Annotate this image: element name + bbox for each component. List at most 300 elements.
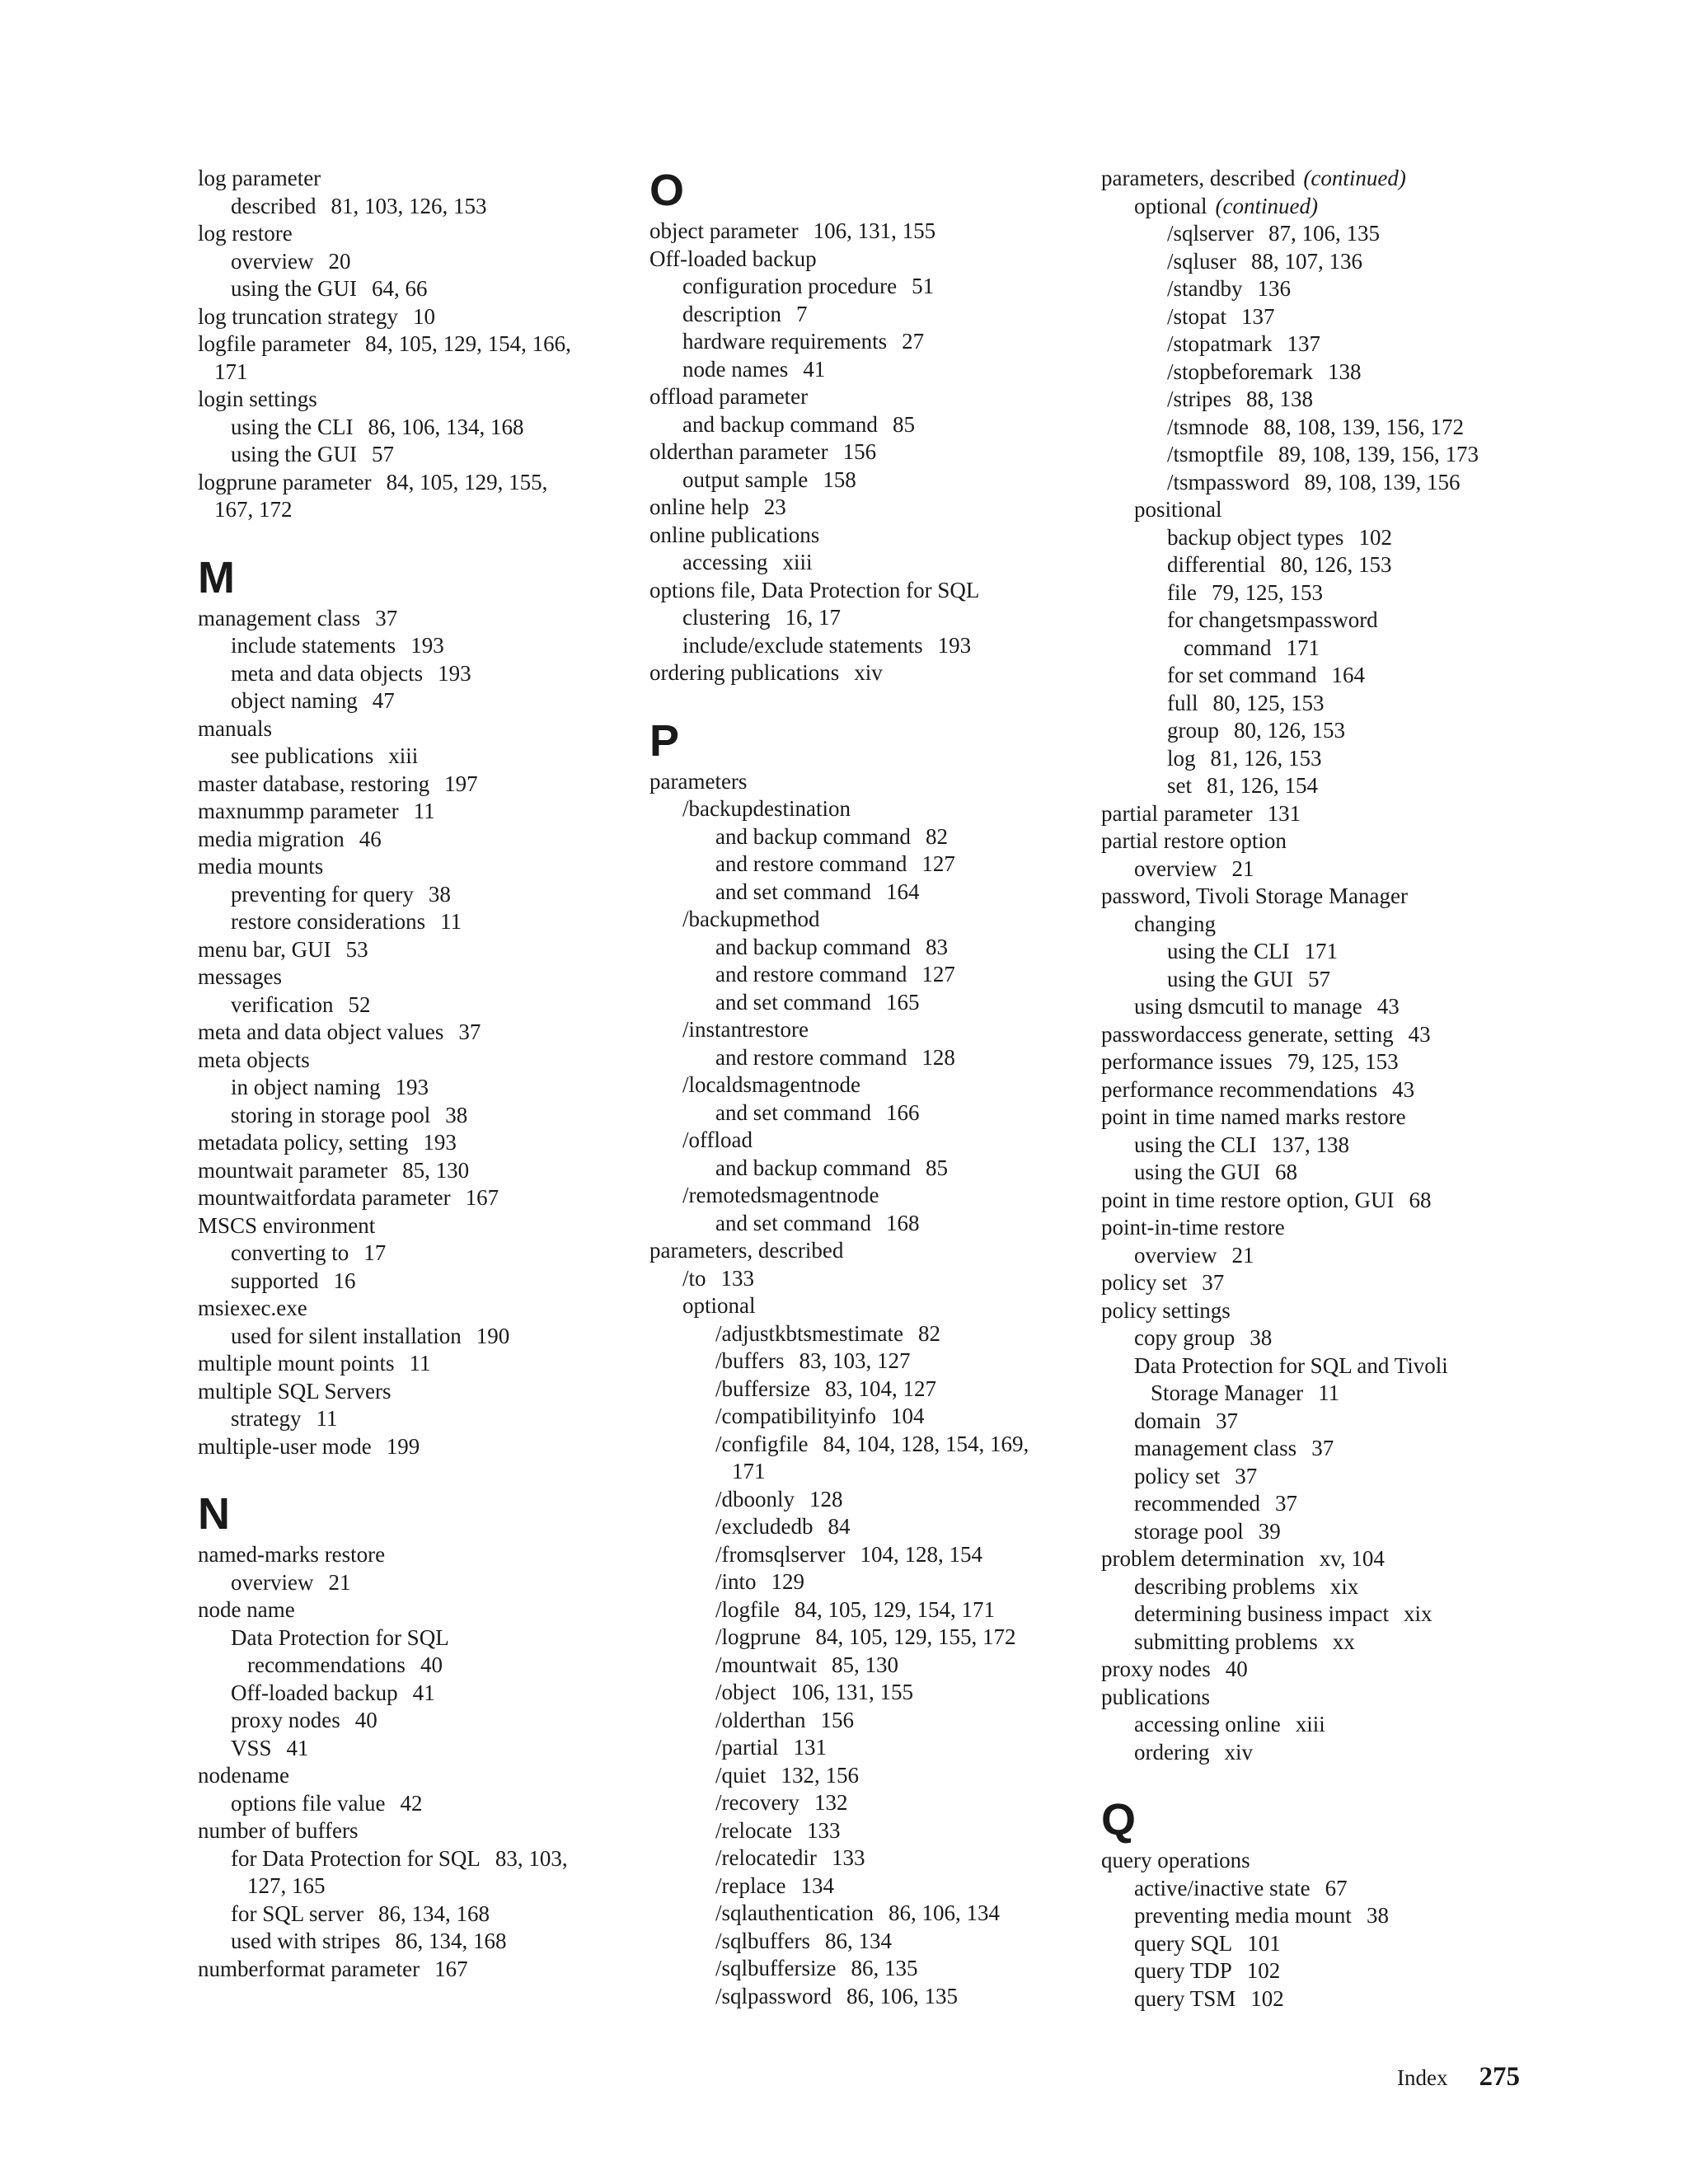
section-letter-n: N: [198, 1489, 230, 1539]
page-references: 84, 105, 129, 155,: [386, 469, 548, 494]
index-term: online help: [649, 494, 749, 519]
index-term: proxy nodes: [231, 1708, 340, 1732]
index-entry: [198, 798, 626, 826]
page-references: 11: [1318, 1380, 1340, 1405]
index-entry: [198, 1541, 626, 1569]
page-footer: [1397, 2060, 1520, 2094]
index-subentry: [1101, 1518, 1530, 1546]
page-references: 102: [1246, 1958, 1281, 1983]
index-subentry: [1101, 938, 1530, 966]
index-term: configuration procedure: [682, 274, 898, 298]
index-term: nodename: [198, 1763, 289, 1788]
page-references: 37: [1202, 1270, 1225, 1295]
page-references: xv, 104: [1319, 1546, 1385, 1571]
index-subentry: [198, 1102, 626, 1130]
index-term: policy set: [1101, 1270, 1188, 1295]
index-term: used for silent installation: [231, 1323, 462, 1348]
index-column-2: [649, 165, 1078, 2010]
index-term: metadata policy, setting: [198, 1130, 409, 1155]
index-subentry: [1101, 855, 1530, 883]
index-entry: [198, 853, 626, 881]
index-subentry: [649, 961, 1078, 989]
page-references: 53: [345, 936, 368, 962]
index-entry: [1101, 1269, 1530, 1297]
index-subentry: [1101, 1242, 1530, 1270]
index-term: /relocate: [715, 1817, 792, 1843]
page-references: 86, 134, 168: [377, 1900, 490, 1926]
index-subentry: [198, 1845, 626, 1873]
page-references: 131: [793, 1735, 827, 1760]
index-term: positional: [1134, 497, 1222, 522]
index-term: for changetsmpassword: [1167, 607, 1378, 632]
page-references: 84, 104, 128, 154, 169,: [823, 1431, 1029, 1456]
index-subentry: [649, 1347, 1078, 1376]
page-references: 128: [921, 1044, 955, 1070]
page-references: 106, 131, 155: [790, 1680, 913, 1704]
index-term: /buffers: [715, 1348, 785, 1373]
page-references: 27: [902, 329, 925, 354]
index-entry: [1101, 1297, 1530, 1325]
index-entry: [1101, 1187, 1530, 1215]
index-term: 171: [214, 359, 248, 384]
index-subentry: [198, 1680, 626, 1708]
index-subentry: [649, 1265, 1078, 1293]
index-term: login settings: [198, 387, 317, 411]
index-term: for SQL server: [231, 1900, 363, 1926]
index-term: /sqlserver: [1167, 221, 1254, 246]
index-entry: [1101, 800, 1530, 828]
index-term: copy group: [1134, 1325, 1236, 1350]
page-references: 23: [763, 494, 786, 519]
page-references: 129: [771, 1569, 805, 1594]
index-term: /partial: [715, 1735, 779, 1760]
index-entry: [198, 1350, 626, 1378]
page-references: 87, 106, 135: [1268, 221, 1380, 246]
index-entry: [198, 165, 626, 193]
index-term: maxnummp parameter: [198, 799, 399, 823]
index-subentry: [198, 1405, 626, 1433]
index-subentry: [1101, 911, 1530, 939]
page-references: 84, 105, 129, 154, 171: [794, 1596, 995, 1622]
page-references: 166: [885, 1099, 920, 1125]
index-term: domain: [1134, 1408, 1201, 1433]
page-references: xx: [1332, 1629, 1355, 1654]
index-subentry: [649, 1541, 1078, 1569]
index-term: using the GUI: [1134, 1160, 1260, 1184]
index-term: /sqlbuffers: [715, 1928, 810, 1953]
index-subentry: [1101, 1739, 1530, 1767]
index-term: include/exclude statements: [682, 632, 923, 658]
page-references: 41: [803, 356, 826, 382]
index-term: storing in storage pool: [231, 1102, 431, 1127]
index-subentry: [649, 1817, 1078, 1845]
index-term: /stopatmark: [1167, 331, 1273, 356]
page-references: 81, 103, 126, 153: [331, 193, 487, 218]
index-entry: [649, 1237, 1078, 1265]
index-subentry: [1101, 414, 1530, 442]
index-subentry: [649, 411, 1078, 439]
index-term: log restore: [198, 221, 293, 246]
index-subentry: [649, 1596, 1078, 1624]
index-subentry: [649, 328, 1078, 356]
section-letter-o: O: [649, 166, 685, 215]
index-term: Off-loaded backup: [649, 246, 817, 271]
page-references: 102: [1358, 524, 1392, 550]
index-entry: [198, 771, 626, 799]
index-subentry: [1101, 1352, 1530, 1380]
index-subentry: [198, 1735, 626, 1763]
index-term: /object: [715, 1680, 776, 1704]
index-term: Storage Manager: [1151, 1380, 1304, 1405]
index-term: management class: [1134, 1436, 1297, 1460]
page-references: 85, 130: [402, 1157, 470, 1183]
index-subentry: [649, 1458, 1078, 1486]
page-references: 83: [925, 934, 948, 959]
index-entry: [198, 1596, 626, 1624]
index-term: passwordaccess generate, setting: [1101, 1021, 1394, 1047]
index-term: and set command: [715, 879, 871, 904]
page-references: 104: [890, 1404, 925, 1428]
page-references: 83, 103, 127: [799, 1348, 911, 1373]
index-subentry: [649, 1099, 1078, 1127]
index-subentry: [1101, 1629, 1530, 1657]
page-references: xiii: [1295, 1712, 1325, 1736]
page-references: 38: [445, 1102, 468, 1127]
page-references: 81, 126, 154: [1207, 773, 1318, 798]
index-term: olderthan parameter: [649, 439, 828, 464]
index-term: overview: [231, 1569, 314, 1595]
index-subentry: [649, 1071, 1078, 1099]
page-references: xiii: [388, 743, 419, 768]
index-term: options file value: [231, 1790, 386, 1816]
index-subentry: [198, 1074, 626, 1102]
page-references: xiii: [782, 550, 813, 574]
index-subentry: [198, 1790, 626, 1818]
page-references: 57: [1307, 966, 1330, 991]
page-references: xiv: [1224, 1739, 1253, 1765]
index-subentry: [649, 1155, 1078, 1183]
index-entry: [649, 494, 1078, 522]
index-term: for Data Protection for SQL: [231, 1845, 481, 1871]
index-subentry: [649, 989, 1078, 1017]
index-subentry: [198, 193, 626, 221]
page-references: 51: [912, 274, 935, 298]
index-term: using the GUI: [1167, 966, 1293, 991]
index-term: point in time restore option, GUI: [1101, 1187, 1395, 1212]
index-subentry: [1101, 717, 1530, 745]
page-references: 82: [925, 823, 948, 849]
index-subentry: [649, 604, 1078, 632]
index-term: /configfile: [715, 1431, 809, 1456]
index-subentry: [198, 441, 626, 469]
index-subentry: [1101, 1380, 1530, 1408]
index-term: messages: [198, 964, 282, 989]
index-entry: [198, 1762, 626, 1790]
index-subentry: [649, 1403, 1078, 1431]
index-term: and restore command: [715, 1044, 907, 1070]
page-references: 88, 107, 136: [1251, 248, 1362, 274]
index-subentry: [198, 1928, 626, 1956]
index-subentry: [1101, 330, 1530, 359]
index-subentry: [198, 1900, 626, 1929]
page-references: 85, 130: [832, 1652, 898, 1677]
index-entry: [198, 303, 626, 331]
index-subentry: [198, 1569, 626, 1597]
index-term: /buffersize: [715, 1376, 810, 1401]
index-subentry: [649, 1624, 1078, 1652]
index-entry: [1101, 1076, 1530, 1104]
index-term: password, Tivoli Storage Manager: [1101, 883, 1408, 908]
index-term: for set command: [1167, 663, 1317, 687]
section-letter-m: M: [198, 552, 235, 602]
index-term: parameters, described: [1101, 166, 1296, 190]
index-term: used with stripes: [231, 1929, 381, 1953]
index-term: file: [1167, 579, 1197, 605]
index-term: /offload: [682, 1127, 753, 1152]
index-subentry: [198, 908, 626, 936]
index-entry: [198, 1212, 626, 1240]
page-references: 193: [410, 633, 444, 658]
index-subentry: [1101, 662, 1530, 690]
index-term: problem determination: [1101, 1546, 1305, 1571]
index-term: partial restore option: [1101, 828, 1287, 853]
index-subentry: [198, 743, 626, 771]
section-letter-q: Q: [1101, 1795, 1137, 1844]
index-term: see publications: [231, 743, 374, 768]
index-entry: [1101, 1545, 1530, 1573]
page-references: 89, 108, 139, 156: [1304, 469, 1461, 494]
index-subentry: [649, 1707, 1078, 1735]
index-subentry: [1101, 745, 1530, 773]
index-subentry: [1101, 220, 1530, 248]
index-subentry: [649, 356, 1078, 384]
index-term: performance recommendations: [1101, 1076, 1378, 1102]
index-entry: [198, 1295, 626, 1323]
index-subentry: [649, 549, 1078, 577]
index-subentry: [198, 687, 626, 715]
page-references: 193: [937, 632, 972, 658]
page-references: 164: [885, 879, 920, 904]
index-subentry: [649, 1652, 1078, 1680]
index-term: object naming: [231, 688, 358, 713]
index-term: and set command: [715, 1210, 871, 1235]
index-term: full: [1167, 690, 1198, 715]
continued-note: (continued): [1303, 166, 1406, 190]
index-entry: [198, 1019, 626, 1047]
index-subentry: [1101, 551, 1530, 579]
page-references: 46: [359, 826, 382, 851]
page-references: 101: [1247, 1930, 1281, 1956]
index-term: /fromsqlserver: [715, 1541, 846, 1567]
index-subentry: [1101, 1159, 1530, 1187]
page-references: 43: [1376, 994, 1400, 1019]
page-references: 84: [828, 1514, 851, 1539]
index-term: and backup command: [682, 411, 878, 437]
index-subentry: [1101, 524, 1530, 552]
index-entry: [198, 1817, 626, 1845]
index-subentry: [1101, 1463, 1530, 1491]
index-entry: [1101, 827, 1530, 855]
index-term: mountwaitfordata parameter: [198, 1185, 451, 1210]
index-subentry: [198, 881, 626, 909]
page-references: 80, 125, 153: [1212, 690, 1325, 715]
page-references: xix: [1329, 1573, 1359, 1599]
index-subentry: [649, 1431, 1078, 1459]
index-subentry: [649, 851, 1078, 879]
index-subentry: [649, 1044, 1078, 1072]
page-references: 40: [1225, 1657, 1248, 1681]
index-subentry: [198, 359, 626, 387]
index-term: proxy nodes: [1101, 1657, 1211, 1681]
index-entry: [649, 522, 1078, 550]
index-term: /olderthan: [715, 1707, 806, 1732]
page-references: 82: [917, 1320, 940, 1346]
page-references: 84, 105, 129, 155, 172: [815, 1624, 1016, 1649]
index-subentry: [1101, 193, 1530, 221]
index-subentry: [198, 991, 626, 1019]
index-term: meta and data object values: [198, 1019, 444, 1044]
index-term: log truncation strategy: [198, 303, 398, 329]
index-term: multiple mount points: [198, 1351, 395, 1376]
index-term: recommendations: [247, 1652, 406, 1677]
index-term: node names: [682, 356, 789, 382]
page-references: 86, 106, 135: [846, 1983, 958, 2008]
index-term: /instantrestore: [682, 1017, 809, 1042]
index-term: 167, 172: [214, 497, 293, 522]
index-subentry: [649, 1789, 1078, 1817]
index-subentry: [649, 1679, 1078, 1707]
index-term: /compatibilityinfo: [715, 1404, 876, 1428]
index-term: /replace: [715, 1872, 786, 1898]
index-subentry: [198, 414, 626, 442]
index-entry: [198, 1184, 626, 1212]
index-term: publications: [1101, 1684, 1210, 1709]
index-term: using the GUI: [231, 442, 357, 466]
index-term: differential: [1167, 552, 1266, 577]
index-subentry: [1101, 993, 1530, 1021]
index-term: verification: [231, 991, 334, 1017]
index-term: options file, Data Protection for SQL: [649, 577, 980, 602]
index-entry: [198, 469, 626, 497]
index-subentry: [1101, 1408, 1530, 1436]
index-term: ordering publications: [649, 660, 840, 685]
index-term: /backupmethod: [682, 907, 820, 931]
index-term: preventing for query: [231, 881, 414, 907]
page-references: 21: [1231, 1242, 1254, 1268]
index-entry: [1101, 1684, 1530, 1712]
index-term: backup object types: [1167, 524, 1344, 550]
index-entry: [198, 220, 626, 248]
page-references: 128: [809, 1486, 843, 1511]
index-term: hardware requirements: [682, 329, 888, 354]
index-term: and backup command: [715, 934, 911, 959]
index-subentry: [649, 1983, 1078, 2011]
index-term: and backup command: [715, 823, 911, 849]
index-term: /tsmnode: [1167, 414, 1249, 439]
page-references: 193: [438, 660, 471, 686]
index-entry: [198, 1047, 626, 1075]
index-term: log: [1167, 745, 1196, 771]
index-entry: [649, 218, 1078, 246]
index-term: numberformat parameter: [198, 1956, 420, 1981]
index-entry: [198, 936, 626, 964]
index-entry: [1101, 1104, 1530, 1132]
index-subentry: [649, 1928, 1078, 1956]
page-references: 40: [420, 1652, 443, 1677]
index-term: recommended: [1134, 1491, 1260, 1516]
page-references: 171: [1286, 635, 1320, 660]
index-term: multiple-user mode: [198, 1433, 372, 1459]
index-subentry: [1101, 1324, 1530, 1352]
index-subentry: [198, 1652, 626, 1680]
index-subentry: [1101, 1132, 1530, 1160]
index-term: Data Protection for SQL and Tivoli: [1134, 1352, 1448, 1378]
page-references: 37: [375, 605, 398, 630]
index-term: query TSM: [1134, 1985, 1236, 2011]
page-references: 127: [921, 851, 955, 876]
index-subentry: [198, 1268, 626, 1296]
index-subentry: [649, 1955, 1078, 1983]
page-references: 171: [1304, 939, 1338, 963]
index-entry: [649, 383, 1078, 411]
index-term: optional: [1134, 193, 1207, 218]
index-term: described: [231, 193, 316, 218]
index-subentry: [198, 1624, 626, 1652]
index-column-1: [198, 165, 626, 1983]
footer-label: Index: [1397, 2065, 1448, 2090]
index-subentry: [649, 632, 1078, 660]
index-term: overview: [231, 248, 314, 274]
index-term: online publications: [649, 522, 820, 547]
index-term: /adjustkbtsmestimate: [715, 1320, 903, 1346]
index-entry: [649, 246, 1078, 274]
index-subentry: [1101, 1573, 1530, 1601]
index-subentry: [198, 1323, 626, 1351]
page-references: 20: [328, 248, 351, 274]
index-term: partial parameter: [1101, 800, 1253, 826]
index-subentry: [1101, 690, 1530, 718]
index-term: query SQL: [1134, 1930, 1233, 1956]
index-term: management class: [198, 605, 361, 630]
index-subentry: [1101, 386, 1530, 414]
index-subentry: [1101, 359, 1530, 387]
index-term: manuals: [198, 715, 272, 741]
index-subentry: [649, 1900, 1078, 1928]
page-references: 37: [458, 1019, 481, 1044]
page-references: 199: [386, 1433, 420, 1459]
index-entry: [1101, 165, 1530, 193]
index-subentry: [649, 466, 1078, 494]
index-term: node name: [198, 1597, 295, 1622]
page-references: 134: [800, 1872, 834, 1898]
index-term: /sqluser: [1167, 248, 1236, 274]
index-entry: [649, 659, 1078, 687]
index-subentry: [1101, 1985, 1530, 2013]
page-references: 132: [814, 1790, 848, 1815]
page-references: 167: [434, 1956, 468, 1981]
page-references: 83, 103,: [495, 1845, 568, 1871]
page-references: 43: [1392, 1076, 1415, 1102]
index-term: 171: [732, 1459, 766, 1483]
index-term: policy settings: [1101, 1297, 1231, 1323]
index-term: /backupdestination: [682, 796, 851, 821]
page-references: 86, 134: [825, 1928, 892, 1953]
page-references: 47: [372, 688, 395, 713]
page-references: 197: [444, 771, 478, 796]
page-references: 41: [412, 1680, 435, 1705]
index-term: overview: [1134, 1242, 1217, 1268]
index-term: master database, restoring: [198, 771, 430, 796]
